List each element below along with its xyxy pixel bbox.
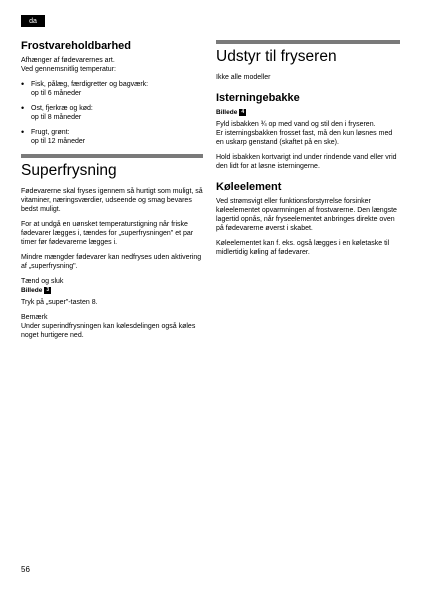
cold-element-paragraph-1: Ved strømsvigt eller funktionsforstyrrelse forsinker køleelementet opvarmningen af frostvarerne. Den længste lagertid opnås, når fryseelementet anbringes direkte oven på fødevarerne øverst i skabet.: [216, 198, 397, 233]
storage-item-fruit: • Frugt, grønt: op til 12 måneder: [21, 128, 203, 146]
figure-reference: [21, 286, 203, 295]
language-tag: da: [21, 15, 45, 27]
note-text: Under superindfrysningen kan kølesdelingen også køles noget hurtigere ned.: [21, 323, 196, 339]
note-label: Bemærk: [21, 314, 48, 321]
figure-number-box: 4: [239, 109, 246, 116]
cold-element-heading: Køleelement: [216, 181, 282, 193]
cold-element-paragraph-2: Køleelementet kan f. eks. også lægges i en køletaske til midlertidig køling af fødevarer.: [216, 240, 390, 257]
superfreeze-heading: Superfrysning: [21, 162, 117, 180]
figure-label: Billede: [216, 109, 238, 116]
superfreeze-instruction: Tryk på „super"-tasten 8.: [21, 299, 98, 306]
left-column: [21, 40, 203, 346]
right-column: [216, 40, 400, 263]
superfreeze-paragraph-2: For at undgå en uønsket temperaturstigning når friske fødevarer lægges i, tændes for „superfrysningen" et par timer før fødevarerne lægges i.: [21, 221, 194, 246]
storage-heading: Frostvareholdbarhed: [21, 40, 132, 52]
ice-tray-paragraph-1: Fyld isbakken ¾ op med vand og stil den i fryseren. Er isterningsbakken frosset fast, må den kun løsnes med en uskarp genstand (skaftet på en ske).: [216, 121, 393, 146]
storage-list: [21, 80, 203, 146]
ice-tray-paragraph-2: Hold isbakken kortvarigt ind under rindende vand eller vrid den lidt for at løsne isterningerne.: [216, 154, 397, 170]
superfreeze-paragraph-3: Mindre mængder fødevarer kan nedfryses uden aktivering af „superfrysning".: [21, 254, 202, 270]
figure-label: Billede: [21, 287, 43, 294]
ice-tray-heading: Isterningebakke: [216, 91, 300, 104]
section-rule: [21, 154, 203, 158]
section-rule: [216, 40, 400, 44]
figure-reference: [216, 108, 400, 117]
storage-item-cheese: • Ost, fjerkræ og kød: op til 8 måneder: [21, 104, 203, 122]
equipment-subtitle: Ikke alle modeller: [216, 73, 271, 81]
on-off-label: Tænd og sluk: [21, 278, 64, 285]
storage-item-fish: • Fisk, pålæg, færdigretter og bagværk: op til 6 måneder: [21, 80, 203, 98]
page-number: 56: [21, 565, 30, 574]
superfreeze-paragraph-1: Fødevarerne skal fryses igennem så hurtigt som muligt, så vitaminer, næringsværdier, udseende og smag bevares bedst muligt.: [21, 188, 203, 213]
storage-intro: Afhænger af fødevarernes art. Ved gennemsnitlig temperatur:: [21, 57, 116, 74]
equipment-heading: Udstyr til fryseren: [216, 48, 337, 65]
figure-number-box: 3: [44, 287, 51, 294]
